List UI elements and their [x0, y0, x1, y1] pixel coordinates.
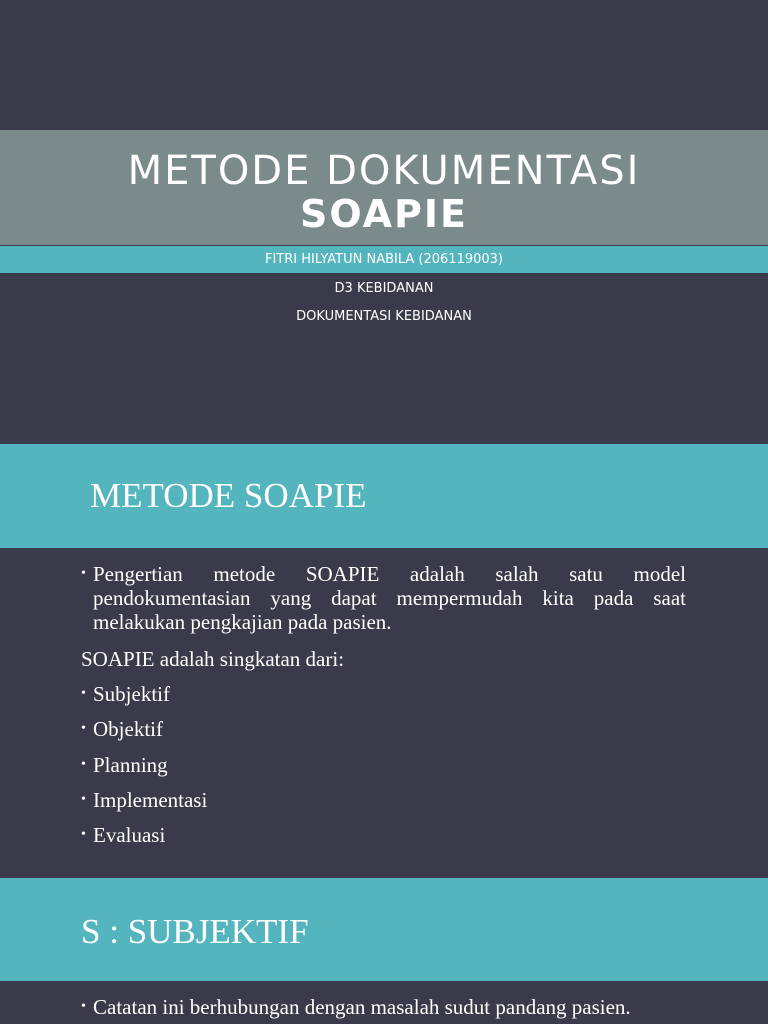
program-name: D3 KEBIDANAN: [334, 281, 434, 296]
slide-title-line1: METODE DOKUMENTASI: [127, 148, 641, 194]
course-name: DOKUMENTASI KEBIDANAN: [296, 309, 472, 324]
list-item-text: Objektif: [93, 717, 163, 741]
list-item: [81, 823, 165, 847]
subtitle-band: [0, 246, 768, 273]
bullet-icon: •: [81, 792, 86, 807]
author-name: FITRI HILYATUN NABILA (206119003): [264, 252, 504, 267]
slide-heading: METODE SOAPIE: [90, 476, 367, 515]
bullet-icon: •: [81, 566, 86, 581]
title-band: [0, 130, 768, 245]
subjektif-slide: [0, 878, 768, 1024]
bullet-icon: •: [81, 999, 86, 1014]
list-item-text: Planning: [93, 753, 168, 777]
bullet-icon: •: [81, 686, 86, 701]
slide-heading: S : SUBJEKTIF: [81, 912, 309, 951]
list-item-text: Subjektif: [93, 682, 170, 706]
list-item-text: Evaluasi: [93, 823, 166, 847]
list-item-text: Implementasi: [93, 788, 208, 812]
title-slide: [0, 0, 768, 444]
bullet-icon: •: [81, 721, 86, 736]
list-item: [81, 995, 631, 1019]
definition-item: [81, 562, 686, 634]
soapie-method-slide: [0, 444, 768, 878]
list-item: [81, 753, 168, 777]
intro-text: SOAPIE adalah singkatan dari:: [81, 647, 345, 671]
list-item: [81, 717, 163, 741]
slide-title-line2: SOAPIE: [299, 192, 468, 236]
list-item: [81, 788, 207, 812]
heading-band: [0, 878, 768, 981]
bullet-icon: •: [81, 827, 86, 842]
heading-band: [0, 444, 768, 548]
bullet-icon: •: [81, 757, 86, 772]
list-item-text: Catatan ini berhubungan dengan masalah sudut pandang pasien.: [93, 995, 631, 1019]
definition-text: Pengertian metode SOAPIE adalah salah satu model pendokumentasian yang dapat mempermudah kita pada saat melakukan pengkajian pada pasien.: [93, 562, 686, 634]
list-item: [81, 682, 170, 706]
